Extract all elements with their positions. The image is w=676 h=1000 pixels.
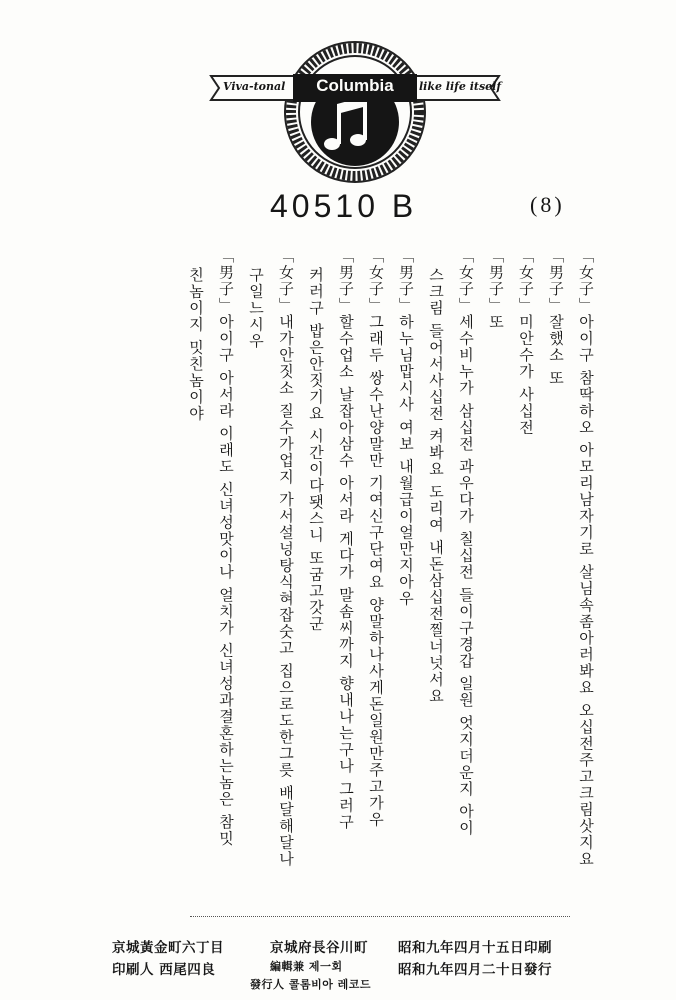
lyric-line: 「男子」할수업소 날잡아삼수 아서라 게다가 말솜씨까지 향내나는구나 그러구 (337, 248, 355, 831)
page-number: (8) (530, 192, 565, 217)
lyric-line: 「女子」아이구 참딱하오 아모리남자기로 살님속좀아러봐요 오십전주고크림삿지요 (577, 248, 595, 868)
left-banner-text: Viva-tonal (223, 80, 286, 93)
lyric-line: 「男子」아이구 아서라 이래도 신녀성맛이나 얼치가 신녀성과결혼하는놈은 참밋 (217, 248, 235, 847)
lyric-line: 친놈이지 밋친놈이야 (187, 248, 205, 422)
printer-name: 印刷人 西尾四良 (112, 962, 216, 978)
lyric-line: 커러구 밥은안짓기요 시간이다됏스니 또굼고갓군 (307, 248, 325, 633)
lyric-line: 구일느시우 (247, 248, 265, 350)
lyric-line: 「男子」또 (487, 248, 505, 331)
columbia-logo (205, 40, 505, 190)
lyric-line: 「女子」미안수가 사십전 (517, 248, 535, 436)
catalog-number: 40510 B (270, 188, 418, 224)
publisher-address: 京城府長谷川町 (270, 940, 368, 956)
print-date: 昭和九年四月十五日印刷 (398, 940, 552, 956)
lyric-line: 「女子」내가안짓소 질수가업지 가서설넝탕식혀잡숫고 집으로도한그릇 배달해달나 (277, 248, 295, 868)
divider (190, 916, 570, 917)
editor-line: 編輯兼 제一회 (270, 960, 343, 973)
right-banner-text: like life itself (419, 80, 502, 93)
columbia-logo-icon (205, 40, 505, 190)
publisher-line: 發行人 콜롬비아 레코드 (250, 978, 372, 991)
publish-date: 昭和九年四月二十日發行 (398, 962, 552, 978)
lyric-line: 「女子」세수비누가 삼십전 과우다가 칠십전 들이구경갑 일원 엇지더운지 아이 (457, 248, 475, 837)
brand-name: Columbia (316, 76, 394, 95)
lyrics-block (160, 248, 600, 898)
printer-address: 京城黃金町六丁目 (112, 940, 224, 956)
lyric-line: 스크림 들어서사십전 켜봐요 도리여 내돈삼십전찔너넛서요 (427, 248, 445, 705)
lyric-line: 「男子」하누님맙시사 여보 내월급이얼만지아우 (397, 248, 415, 608)
lyric-line: 「女子」그래두 쌍수난양말만 기여신구단여요 양말하나사게돈일원만주고가우 (367, 248, 385, 828)
lyric-line: 「男子」잘했소 또 (547, 248, 565, 387)
